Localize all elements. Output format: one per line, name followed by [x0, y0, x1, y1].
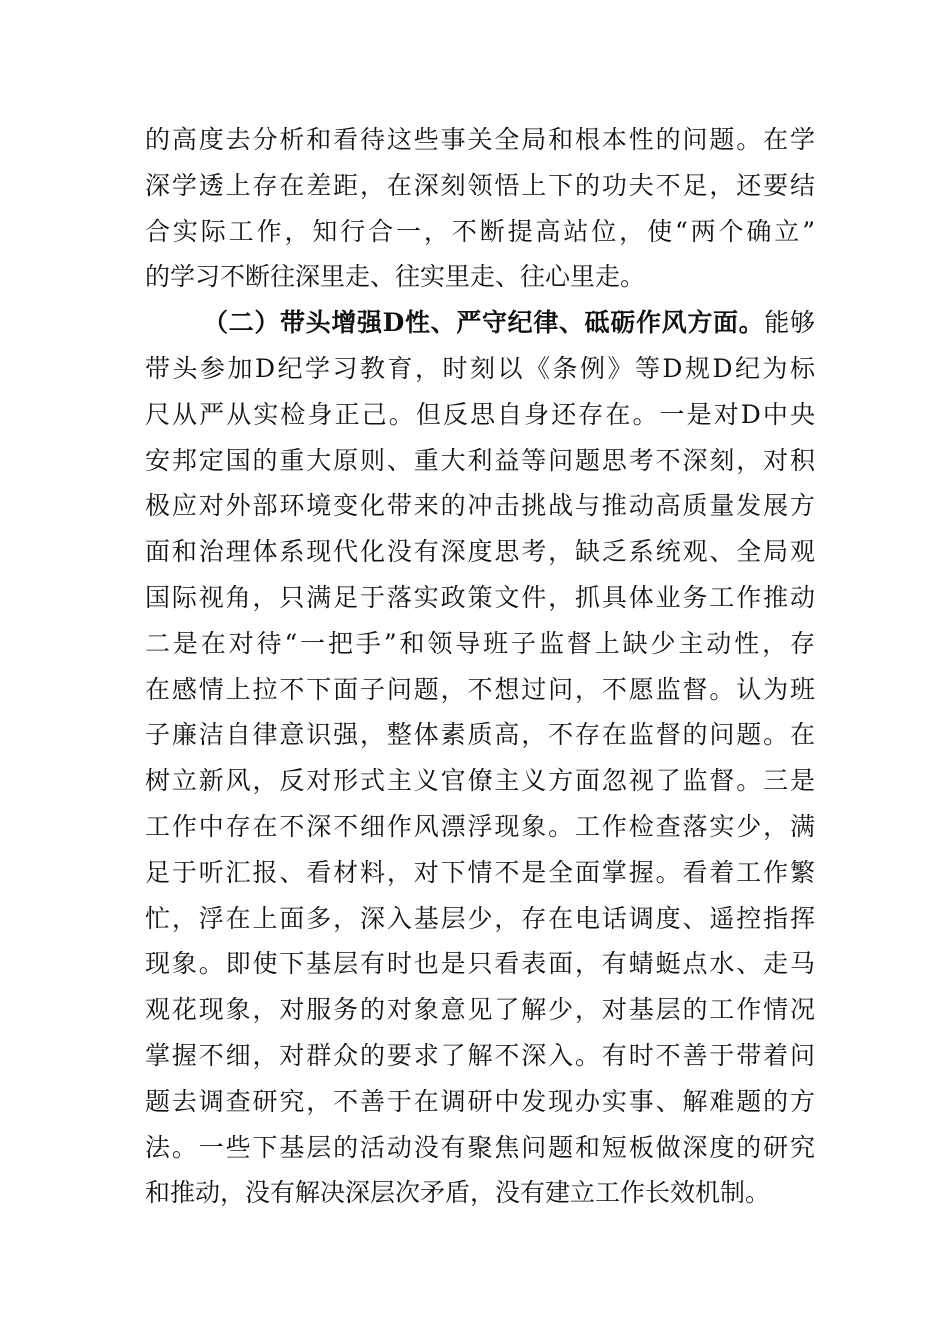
- paragraph1-line-1: 的高度去分析和看待这些事关全局和根本性的问题。在学: [145, 125, 815, 154]
- paragraph2-line-16: 观花现象，对服务的对象意见了解少，对基层的工作情况: [145, 995, 815, 1025]
- paragraph2-line-17: 掌握不细，对群众的要求了解不深入。有时不善于带着问: [145, 1040, 815, 1070]
- paragraph2-line-2: 带头参加D纪学习教育，时刻以《条例》等D规D纪为标: [145, 353, 815, 383]
- paragraph2-line-12: 工作中存在不深不细作风漂浮现象。工作检查落实少，满: [145, 811, 815, 841]
- paragraph2-line-14: 忙，浮在上面多，深入基层少，存在电话调度、遥控指挥: [145, 903, 815, 933]
- section-heading: （二）带头增强D性、严守纪律、砥砺作风方面。: [203, 308, 765, 338]
- paragraph1-line-2: 深学透上存在差距，在深刻领悟上下的功夫不足，还要结: [145, 170, 815, 200]
- paragraph2-line-5: 极应对外部环境变化带来的冲击挑战与推动高质量发展方: [145, 491, 815, 521]
- paragraph2-line-7: 国际视角，只满足于落实政策文件，抓具体业务工作推动: [145, 582, 815, 612]
- paragraph2-line-8: 二是在对待“一把手”和领导班子监督上缺少主动性，存: [145, 628, 815, 658]
- paragraph2-line-13: 足于听汇报、看材料，对下情不是全面掌握。看着工作繁: [145, 857, 815, 887]
- paragraph2-line-19: 法。一些下基层的活动没有聚焦问题和短板做深度的研究: [145, 1132, 815, 1162]
- paragraph2-first-line-rest: 能够: [764, 308, 815, 338]
- paragraph2-line-18: 题去调查研究，不善于在调研中发现办实事、解难题的方: [145, 1086, 815, 1116]
- paragraph1-line-3: 合实际工作，知行合一，不断提高站位，使“两个确立”: [145, 216, 815, 246]
- paragraph1-line-4: 的学习不断往深里走、往实里走、往心里走。: [145, 262, 646, 292]
- paragraph2-line-4: 安邦定国的重大原则、重大利益等问题思考不深刻，对积: [145, 445, 815, 475]
- paragraph2-line-15: 现象。即使下基层有时也是只看表面，有蜻蜓点水、走马: [145, 949, 815, 979]
- paragraph2-line-20: 和推动，没有解决深层次矛盾，没有建立工作长效机制。: [145, 1178, 771, 1208]
- paragraph2-line-6: 面和治理体系现代化没有深度思考，缺乏系统观、全局观: [145, 537, 815, 567]
- paragraph2-line-10: 子廉洁自律意识强，整体素质高，不存在监督的问题。在: [145, 720, 815, 750]
- paragraph2-line-11: 树立新风，反对形式主义官僚主义方面忽视了监督。三是: [145, 766, 815, 796]
- document-body: [145, 117, 815, 1216]
- paragraph2-first-line: [145, 300, 815, 346]
- paragraph2-line-3: 尺从严从实检身正己。但反思自身还存在。一是对D中央: [145, 399, 815, 429]
- paragraph2-line-9: 在感情上拉不下面子问题，不想过问，不愿监督。认为班: [145, 674, 815, 704]
